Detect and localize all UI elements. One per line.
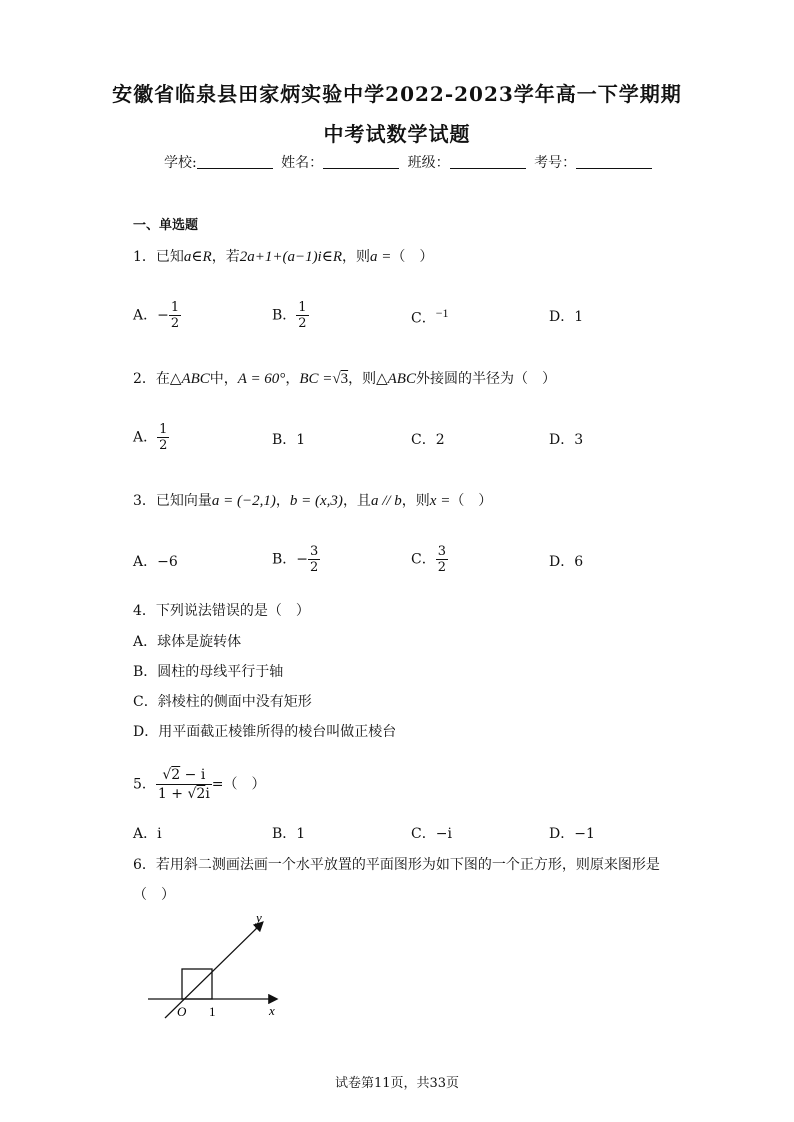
school-label: 学校:	[164, 155, 197, 171]
question-3-stem	[133, 490, 492, 510]
q3-option-d: D．6	[549, 554, 584, 570]
q5-den-a: 1 +	[157, 786, 188, 802]
question-6-paren: （ ）	[133, 887, 175, 903]
q2-math-side: BC =	[299, 371, 333, 387]
q1-option-b	[272, 300, 309, 331]
q2-option-b: B．1	[272, 432, 306, 448]
q1-answer-paren: （ ）	[391, 249, 434, 265]
q5-tail: =（ ）	[211, 776, 266, 793]
q3-option-c	[411, 544, 448, 575]
q2-text: ，	[285, 371, 300, 387]
frac-num: 1	[170, 300, 180, 315]
name-label: 姓名：	[281, 155, 324, 171]
option-value: −1	[435, 306, 449, 320]
q2-text: ，则	[348, 371, 377, 387]
frac-num: 1	[298, 300, 307, 315]
option-label: C．	[411, 310, 436, 327]
q5-den-c: i	[205, 786, 210, 802]
q3-option-b	[272, 544, 320, 575]
option-fraction	[436, 544, 448, 575]
page-title-line-1: 安徽省临泉县田家炳实验中学2022-2023学年高一下学期期	[112, 82, 682, 106]
question-6-stem: 6．若用斜二测画法画一个水平放置的平面图形为如下图的一个正方形，则原来图形是	[133, 857, 660, 873]
school-blank	[197, 154, 273, 169]
q5-numerator: √2 − i	[156, 766, 212, 785]
q3-vector-a: a = (−2,1)	[211, 493, 276, 509]
option-label: C．	[411, 551, 436, 568]
exam-number-label: 考号：	[534, 155, 577, 171]
q2-text: 外接圆的半径为（ ）	[415, 371, 556, 387]
q2-text: 中，	[209, 371, 238, 387]
q2-math-angle: A = 60°	[237, 371, 286, 387]
q3-answer-paren: （ ）	[450, 493, 493, 509]
section-heading: 一、单选题	[133, 218, 199, 233]
q3-vector-b: b = (x,3)	[289, 493, 343, 509]
q5-option-d: D．−1	[549, 826, 595, 842]
exam-number-blank	[576, 154, 652, 169]
option-fraction	[308, 544, 320, 575]
q3-option-a: A．−6	[133, 554, 178, 570]
q2-math-triangle: △ABC	[169, 371, 210, 387]
q1-math-condition: a∈R	[183, 249, 212, 265]
question-5-stem	[133, 766, 266, 803]
option-label: A．	[133, 429, 158, 446]
student-info-line	[164, 152, 656, 172]
q2-math-triangle: △ABC	[376, 371, 416, 387]
q1-option-d: D．1	[549, 309, 584, 325]
q2-text: 2．在	[133, 371, 170, 387]
option-sign: −	[296, 551, 309, 568]
q3-text: ，	[275, 493, 290, 509]
frac-den: 2	[159, 438, 168, 453]
option-fraction	[157, 422, 169, 453]
oblique-drawing-figure	[140, 906, 290, 1026]
question-1-stem	[133, 246, 433, 266]
q3-text: 3．已知向量	[133, 493, 212, 509]
class-label: 班级：	[407, 155, 450, 171]
y-axis-label: y	[256, 910, 262, 925]
frac-num: 1	[159, 422, 168, 437]
question-2-stem: 2．在△ABC中，A = 60°，BC =√3，则△ABC外接圆的半径为（ ）	[133, 371, 556, 387]
q1-math-expression: 2a+1+(a−1)i∈R	[239, 249, 342, 265]
q4-option-c: C．斜棱柱的侧面中没有矩形	[133, 694, 312, 710]
frac-num: 3	[437, 544, 446, 559]
q2-math-sqrt: 3	[340, 371, 349, 387]
q2-option-a	[133, 422, 169, 453]
q1-math-ask: a =	[370, 249, 392, 265]
frac-den: 2	[310, 560, 319, 575]
q5-num-sqrt: 2	[171, 767, 181, 783]
page-title-line-2: 中考试数学试题	[323, 122, 471, 146]
q1-text: 1．已知	[133, 249, 184, 265]
q5-num-rest: − i	[180, 767, 206, 783]
q3-math-ask: x =	[429, 493, 451, 509]
option-fraction	[169, 300, 181, 331]
page-footer: 试卷第11页，共33页	[334, 1076, 460, 1091]
q3-text: ，则	[401, 493, 430, 509]
q3-text: ，且	[342, 493, 371, 509]
option-fraction	[296, 300, 308, 331]
option-label: B．	[272, 307, 297, 324]
option-sign: −	[157, 307, 169, 324]
q5-option-c: C．−i	[411, 826, 452, 842]
q5-label: 5．	[133, 776, 156, 793]
option-label: B．	[272, 551, 297, 568]
q5-denominator: 1 + √2i	[157, 786, 210, 802]
q5-den-sqrt: 2	[196, 786, 206, 802]
q4-option-b: B．圆柱的母线平行于轴	[133, 664, 284, 680]
frac-num: 3	[310, 544, 319, 559]
frac-den: 2	[298, 316, 307, 331]
name-blank	[323, 154, 399, 169]
option-label: A．	[133, 307, 158, 324]
question-4-stem: 4．下列说法错误的是（ ）	[133, 603, 310, 619]
q3-parallel: a // b	[370, 493, 402, 509]
q1-text: ，若	[211, 249, 240, 265]
q5-fraction	[156, 766, 212, 803]
q5-option-a: A．i	[133, 826, 162, 842]
q2-option-c: C．2	[411, 432, 445, 448]
origin-label: O	[177, 1004, 187, 1019]
q2-option-d: D．3	[549, 432, 584, 448]
frac-den: 2	[170, 316, 180, 331]
q1-option-c	[411, 306, 449, 328]
q4-option-d: D．用平面截正棱锥所得的棱台叫做正棱台	[133, 724, 397, 740]
q1-option-a	[133, 300, 181, 331]
q1-text: ，则	[342, 249, 370, 265]
q5-option-b: B．1	[272, 826, 306, 842]
q4-option-a: A．球体是旋转体	[133, 634, 242, 650]
x-axis-label: x	[269, 1003, 275, 1018]
class-blank	[450, 154, 526, 169]
tick-label-one: 1	[209, 1004, 216, 1019]
frac-den: 2	[437, 560, 446, 575]
square-shape	[182, 969, 212, 999]
